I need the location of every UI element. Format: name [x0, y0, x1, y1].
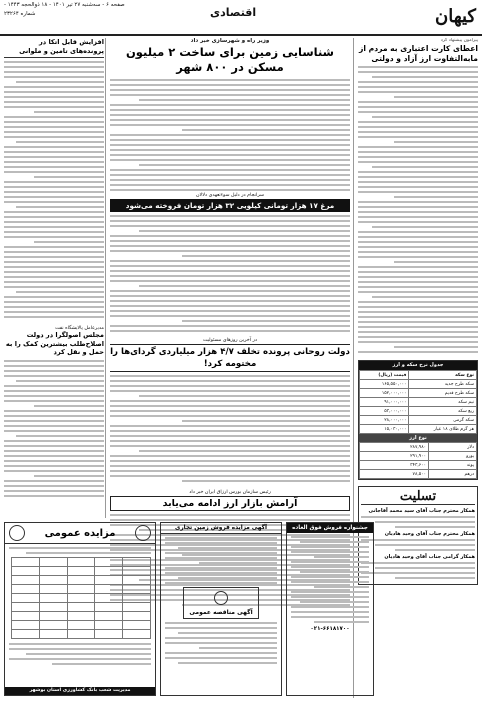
logo-text: کیهان — [434, 6, 476, 27]
right-kicker: پیرامون پیشنهاد کرد — [440, 38, 478, 43]
condolence-box — [358, 486, 478, 585]
condolence-body-2 — [361, 539, 475, 551]
auction-table — [11, 557, 151, 639]
auction-intro — [5, 544, 155, 554]
condolence-heading-1: همکار محترم جناب آقای سید محمد آقاجانی — [368, 508, 475, 515]
table-row — [12, 630, 151, 639]
sale-festival-ad — [286, 522, 374, 696]
condolence-heading-3: همکار گرامی جناب آقای وحید هادیان — [384, 554, 475, 561]
fx-label: دلار — [429, 443, 477, 452]
fx-label: یورو — [429, 452, 477, 461]
fx-value: ۲۸۷,۹۸۰ — [360, 443, 429, 452]
column-rule — [105, 38, 106, 518]
sale-phone: ۰۲۱-۶۶۱۸۱۷۰۰ — [310, 626, 350, 632]
fx-value: ۷۸,۵۰۰ — [360, 470, 429, 479]
table-row — [12, 567, 151, 576]
right-column — [358, 38, 478, 698]
condolence-heading-2: همکار محترم جناب آقای وحید هادیان — [384, 531, 475, 538]
story2-body — [110, 375, 350, 487]
auction-notes — [5, 641, 155, 665]
rate-label: هر گرم طلای ۱۸ عیار — [409, 425, 477, 434]
rates-head-2: قیمت (ریال) — [360, 371, 409, 380]
rate-value: ۵۳,۰۰۰,۰۰۰ — [360, 407, 409, 416]
rate-value: ۱۵,۰۳۰,۰۰۰ — [360, 425, 409, 434]
table-row — [12, 621, 151, 630]
lead-headline: شناسایی زمین برای ساخت ۲ میلیون مسکن در ۸۰۰ شهر — [125, 45, 334, 74]
table-row — [360, 380, 477, 389]
tender-title: آگهی مناقصه عمومی — [189, 609, 253, 616]
sale-body — [287, 533, 373, 623]
right-story-body — [358, 66, 478, 356]
left-story2-headline: مجلس اصولگرا در دولت اصلاح‌طلب بیشترین کمک را به حمل و نقل کرد — [5, 331, 104, 357]
story1-headline: مرغ ۱۷ هزار تومانی کیلویی ۳۲ هزار تومان فروخته می‌شود — [110, 199, 350, 212]
fx-value: ۲۹۱,۹۰۰ — [360, 452, 429, 461]
rates-title: جدول نرخ سکه و ارز — [359, 361, 477, 370]
kayhan-logo — [416, 4, 476, 30]
bank-emblem-icon — [135, 525, 151, 541]
left-column — [4, 38, 104, 518]
table-row — [360, 443, 477, 452]
condolence-body-1 — [361, 516, 475, 528]
rate-label: ربع سکه — [409, 407, 477, 416]
story3-kicker: رئیس سازمان بورس ارزاق ایران خبر داد — [189, 490, 271, 495]
table-row — [12, 603, 151, 612]
table-row — [360, 470, 477, 479]
sale-title: جشنواره فروش فوق العاده — [287, 523, 373, 533]
story1-kicker: سرانجام در دلیل سوءتعهدی دلالان — [195, 193, 265, 198]
auction-title: مزایده عمومی — [44, 527, 116, 539]
bank-logo-icon — [9, 525, 25, 541]
rate-label: سکه طرح قدیم — [409, 389, 477, 398]
auction-ad — [4, 522, 156, 696]
rate-value: ۲۸,۰۰۰,۰۰۰ — [360, 416, 409, 425]
table-row — [360, 389, 477, 398]
fx-value: ۳۴۳,۶۰۰ — [360, 461, 429, 470]
lead-story-body — [110, 79, 350, 191]
fx-label: درهم — [429, 470, 477, 479]
rates-head-1: نوع سکه — [409, 371, 477, 380]
auction-footer: مدیریت شعب بانک کشاورزی استان بوشهر — [5, 687, 155, 695]
fx-rates-table — [359, 442, 477, 479]
issue-info: صفحه ۶ - سه‌شنبه ۲۷ تیر ۱۴۰۱ - ۱۸ ذوالحجه ۱۴۴۳ - شماره ۲۳۲۶۴ — [4, 2, 125, 17]
table-row — [12, 612, 151, 621]
condolence-title: تسلیت — [361, 489, 475, 505]
rate-label: سکه گرمی — [409, 416, 477, 425]
tender-body — [161, 619, 281, 664]
land-title: آگهی مزایده فروش زمین تجاری — [161, 523, 281, 534]
table-row — [360, 461, 477, 470]
right-headline: اعطای کارت اعتباری به مردم از مابه‌التفاوت ارز آزاد و دولتی — [359, 44, 478, 63]
table-row — [12, 558, 151, 567]
table-row — [12, 576, 151, 585]
table-row — [12, 585, 151, 594]
rate-value: ۹۱,۰۰۰,۰۰۰ — [360, 398, 409, 407]
rate-label: نیم سکه — [409, 398, 477, 407]
table-row — [360, 425, 477, 434]
left-story1-body — [4, 61, 104, 323]
tender-box — [183, 587, 259, 619]
land-body — [161, 534, 281, 584]
condolence-body-3 — [361, 562, 475, 579]
story2-kicker: در آخرین روزهای مسئولیت — [202, 338, 258, 343]
left-story2-kicker: مدیرعامل پالایشگاه نفت — [55, 326, 104, 332]
table-row — [360, 398, 477, 407]
land-tender-ad — [160, 522, 282, 696]
table-row — [360, 416, 477, 425]
story3-headline: آرامش بازار ارز ادامه می‌یابد — [110, 496, 350, 511]
section-title: اقتصادی — [210, 6, 257, 19]
coin-rates-table — [359, 370, 477, 434]
rate-label: سکه طرح جدید — [409, 380, 477, 389]
fx-label: پوند — [429, 461, 477, 470]
rate-value: ۱۵۲,۰۰۰,۰۰۰ — [360, 389, 409, 398]
lead-kicker: وزیر راه و شهرسازی خبر داد — [190, 38, 270, 44]
left-story1-headline: افزایش قابل اتکا در پرونده‌های تامین و ملوانی — [4, 38, 104, 58]
table-row — [360, 407, 477, 416]
rate-value: ۱۶۵,۵۵۰,۰۰۰ — [360, 380, 409, 389]
masthead — [0, 0, 482, 36]
table-row — [12, 594, 151, 603]
story2-headline: دولت روحانی پرونده تخلف ۴/۷ هزار میلیاردی گردای‌ها را مختومه کرد! — [110, 344, 350, 372]
fx-title: نوع ارز — [359, 434, 477, 442]
table-row — [360, 452, 477, 461]
rates-table-box — [358, 360, 478, 480]
story1-body — [110, 215, 350, 335]
left-story2-body — [4, 360, 104, 500]
tender-emblem-icon — [214, 591, 228, 605]
